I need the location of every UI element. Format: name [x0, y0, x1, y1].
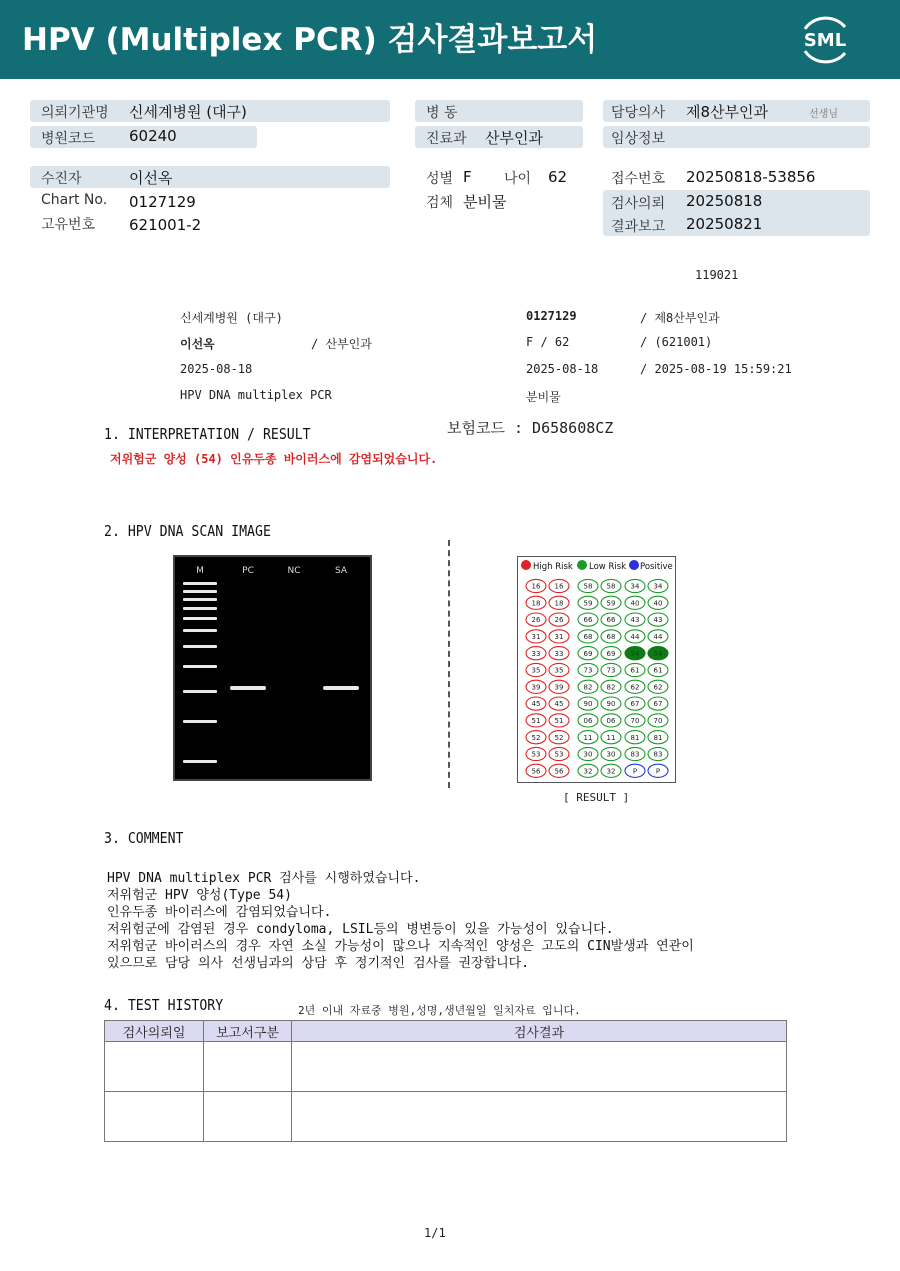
sex-label: 성별 — [426, 171, 454, 187]
divider-dashed — [448, 540, 450, 788]
meta-dept: / 산부인과 — [311, 337, 372, 351]
meta-date2: 2025-08-18 — [526, 362, 599, 376]
receipt-label: 접수번호 — [611, 171, 666, 187]
history-col-result: 검사결과 — [292, 1021, 787, 1042]
chip-cell-label: 40 — [653, 599, 663, 608]
sex-value: F — [463, 168, 472, 186]
section1-heading: 1. INTERPRETATION / RESULT — [104, 425, 311, 443]
chip-cell-label: 45 — [531, 700, 541, 709]
section3-heading: 3. COMMENT — [104, 829, 184, 847]
sml-logo — [797, 13, 853, 65]
lane-label-m: M — [196, 566, 204, 576]
chip-cell-label: 70 — [653, 717, 663, 725]
insurance-code: 보험코드 : D658608CZ — [447, 419, 614, 437]
chip-cell-label: 26 — [554, 616, 564, 625]
marker-band — [183, 582, 217, 585]
chip-cell-label: 58 — [583, 582, 593, 591]
table-row — [105, 1042, 787, 1092]
chip-cell-label: 18 — [554, 599, 564, 608]
chip-cell-label: 67 — [653, 700, 663, 709]
specimen-label: 검체 — [426, 195, 454, 211]
chip-cell-label: 68 — [583, 633, 593, 641]
chip-cell-label: 34 — [653, 582, 663, 591]
history-note: 2년 이내 자료중 병원,성명,생년월일 일치자료 입니다. — [298, 1004, 581, 1017]
chip-cell-label: 11 — [606, 733, 616, 742]
institution-value: 신세계병원 (대구) — [129, 103, 247, 121]
table-row — [105, 1092, 787, 1142]
legend-high: High Risk — [533, 562, 573, 572]
chip-cell-label: 82 — [583, 683, 593, 692]
history-col-date: 검사의뢰일 — [105, 1021, 204, 1042]
section2-heading: 2. HPV DNA SCAN IMAGE — [104, 522, 271, 540]
lane-label-nc: NC — [287, 566, 301, 576]
marker-band — [183, 629, 217, 632]
marker-band — [183, 598, 217, 601]
sa-band — [323, 686, 359, 690]
clinical-label: 임상정보 — [611, 131, 666, 147]
result-text: 저위험군 양성 (54) 인유두종 바이러스에 감염되었습니다. — [110, 452, 438, 466]
marker-band — [183, 590, 217, 593]
marker-band — [183, 760, 217, 763]
meta-datetime: / 2025-08-19 15:59:21 — [640, 362, 792, 376]
chip-cell-label: 73 — [606, 666, 616, 675]
marker-band — [183, 690, 217, 693]
logo-text: SML — [803, 30, 847, 51]
chip-cell-label: 52 — [554, 733, 564, 742]
doctor-suffix: 선생님 — [809, 109, 838, 120]
page-number: 1/1 — [424, 1226, 446, 1240]
history-col-type: 보고서구분 — [204, 1021, 292, 1042]
comment-line: HPV DNA multiplex PCR 검사를 시행하였습니다. — [107, 871, 421, 886]
patient-bar — [30, 166, 390, 188]
chip-cell-label: 82 — [606, 683, 616, 692]
chip-cell-label: 30 — [606, 750, 616, 759]
chip-cell-label: 62 — [653, 683, 663, 692]
comment-line: 있으므로 담당 의사 선생님과의 상담 후 정기적인 검사를 권장합니다. — [107, 956, 530, 971]
chip-cell-label: 69 — [606, 649, 616, 658]
chip-cell-label: 33 — [531, 649, 541, 658]
chip-cell-label: 66 — [583, 616, 593, 625]
chip-cell-label: 52 — [531, 733, 541, 742]
chip-cell-label: 56 — [554, 767, 564, 776]
age-value: 62 — [548, 168, 568, 186]
chip-cell-label: 61 — [653, 666, 663, 675]
chip-cell-label: 44 — [630, 633, 640, 641]
meta-patient: 이선옥 — [180, 337, 215, 351]
result-caption: [ RESULT ] — [563, 791, 630, 804]
doctor-label: 담당의사 — [611, 105, 666, 121]
chip-cell-label: 53 — [531, 750, 541, 759]
marker-band — [183, 607, 217, 610]
chip-cell-label: 70 — [630, 717, 640, 725]
chip-cell-label: 66 — [606, 616, 616, 625]
chart-value: 0127129 — [129, 193, 196, 211]
unique-label: 고유번호 — [41, 217, 96, 233]
lane-label-sa: SA — [334, 566, 348, 576]
legend-dot-high — [521, 560, 531, 570]
chip-cell-label: 90 — [606, 700, 616, 709]
chip-cell-label: 56 — [531, 767, 541, 776]
meta-sexage: F / 62 — [526, 335, 570, 349]
chip-cell-label: 73 — [583, 666, 593, 675]
chip-cell-label: 43 — [653, 616, 663, 625]
meta-chart: 0127129 — [526, 309, 577, 323]
chip-cell-label: 54 — [653, 649, 663, 658]
hospital-code-label: 병원코드 — [41, 131, 96, 147]
comment-line: 저위험군 바이러스의 경우 자연 소실 가능성이 많으나 지속적인 양성은 고도의 CIN발생과 연관이 — [107, 939, 694, 954]
request-value: 20250818 — [686, 192, 763, 210]
chip-cell-label: P — [655, 767, 661, 776]
meta-doctor: / 제8산부인과 — [640, 311, 720, 325]
reference-number: 119021 — [695, 268, 739, 282]
legend-dot-low — [577, 560, 587, 570]
chart-label: Chart No. — [41, 192, 108, 208]
receipt-value: 20250818-53856 — [686, 168, 816, 186]
chip-cell-label: 51 — [554, 717, 564, 725]
chip-cell-label: P — [632, 767, 638, 776]
chip-cell-label: 83 — [630, 750, 640, 759]
chip-cell-label: 90 — [583, 700, 593, 709]
chip-cell-label: 51 — [531, 717, 541, 725]
chip-cell-label: 32 — [583, 767, 593, 776]
legend-low: Low Risk — [589, 562, 627, 572]
chip-cell-label: 35 — [554, 666, 564, 675]
legend-dot-positive — [629, 560, 639, 570]
unique-value: 621001-2 — [129, 216, 202, 234]
report-title: HPV (Multiplex PCR) 검사결과보고서 — [22, 22, 598, 58]
comment-line: 저위험군 HPV 양성(Type 54) — [107, 888, 292, 903]
chip-cell-label: 45 — [554, 700, 564, 709]
chip-cell-label: 18 — [531, 599, 541, 608]
chip-cell-label: 11 — [583, 733, 593, 742]
marker-band — [183, 665, 217, 668]
chip-cell-label: 43 — [630, 616, 640, 625]
chip-cell-label: 40 — [630, 599, 640, 608]
ward-label: 병 동 — [426, 105, 458, 121]
dept-label: 진료과 — [426, 131, 467, 147]
patient-label: 수진자 — [41, 171, 82, 187]
chip-cell-label: 06 — [606, 717, 616, 725]
chip-cell-label: 61 — [630, 666, 640, 675]
chip-cell-label: 30 — [583, 750, 593, 759]
hospital-code-value: 60240 — [129, 127, 177, 145]
meta-date1: 2025-08-18 — [180, 362, 253, 376]
chip-cell-label: 31 — [554, 633, 564, 641]
chip-cell-label: 54 — [630, 649, 640, 658]
chip-cell-label: 39 — [531, 683, 541, 692]
marker-band — [183, 645, 217, 648]
chip-cell-label: 59 — [583, 599, 593, 608]
marker-band — [183, 617, 217, 620]
comment-line: 저위험군에 감염된 경우 condyloma, LSIL등의 병변등이 있을 가능성이 있습니다. — [107, 922, 614, 937]
pc-band — [230, 686, 266, 690]
chip-cell-label: 39 — [554, 683, 564, 692]
dept-value: 산부인과 — [485, 129, 543, 147]
chip-cell-label: 26 — [531, 616, 541, 625]
chip-cell-label: 81 — [653, 733, 663, 742]
chip-cell-label: 16 — [531, 582, 541, 591]
meta-code: / (621001) — [640, 335, 713, 349]
chip-cell-label: 68 — [606, 633, 616, 641]
report-label: 결과보고 — [611, 219, 666, 235]
chip-cell-label: 44 — [653, 633, 663, 641]
chip-cell-label: 53 — [554, 750, 564, 759]
chip-cell-label: 06 — [583, 717, 593, 725]
chip-cell-label: 35 — [531, 666, 541, 675]
gel-image — [173, 555, 372, 781]
institution-label: 의뢰기관명 — [41, 105, 109, 121]
chip-cell-label: 31 — [531, 633, 541, 641]
chip-cell-label: 83 — [653, 750, 663, 759]
comment-line: 인유두종 바이러스에 감염되었습니다. — [107, 905, 332, 920]
meta-hospital: 신세계병원 (대구) — [180, 311, 283, 325]
chip-cell-label: 16 — [554, 582, 564, 591]
marker-band — [183, 720, 217, 723]
chip-cell-label: 69 — [583, 649, 593, 658]
chip-cell-label: 32 — [606, 767, 616, 776]
chip-cell-label: 81 — [630, 733, 640, 742]
chip-cell-label: 33 — [554, 649, 564, 658]
legend-positive: Positive — [640, 562, 673, 572]
lane-label-pc: PC — [242, 566, 254, 576]
chip-cell-label: 34 — [630, 582, 640, 591]
meta-specimen: 분비물 — [526, 390, 561, 404]
history-table — [104, 1020, 787, 1142]
hpv-chip-grid — [517, 556, 676, 783]
specimen-value: 분비물 — [463, 193, 507, 211]
meta-test: HPV DNA multiplex PCR — [180, 388, 332, 402]
chip-cell-label: 62 — [630, 683, 640, 692]
request-label: 검사의뢰 — [611, 196, 666, 212]
chip-cell-label: 59 — [606, 599, 616, 608]
chip-cell-label: 58 — [606, 582, 616, 591]
section4-heading: 4. TEST HISTORY — [104, 996, 224, 1014]
patient-value: 이선옥 — [129, 169, 173, 187]
chip-cell-label: 67 — [630, 700, 640, 709]
report-value: 20250821 — [686, 215, 763, 233]
age-label: 나이 — [504, 171, 532, 187]
doctor-value: 제8산부인과 — [686, 103, 768, 121]
